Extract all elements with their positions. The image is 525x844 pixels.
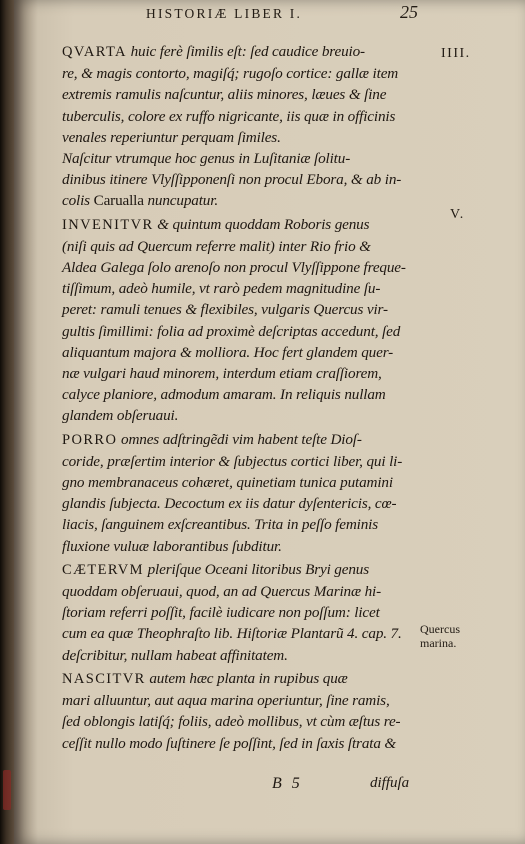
text-line-content: gno membranaceus cohæret, quinetiam tunica putamini (62, 474, 393, 492)
marginal-chapter-number: V. (450, 207, 465, 222)
text-line-content: colis (62, 192, 90, 210)
text-line (62, 84, 432, 105)
text-line-content: glandem obſeruaui. (62, 407, 179, 425)
paragraph-lead-word: NASCITVR (62, 670, 146, 687)
text-line-content: tuberculis, colore ex ruffo nigricante, iis quæ in officinis (62, 107, 396, 125)
text-line (62, 623, 432, 644)
text-line-content: re, & magis contorto, magiſq́; rugoſo cortice: gallæ item (62, 65, 399, 83)
text-line (62, 690, 432, 711)
text-line (62, 429, 432, 451)
text-line-content: huic ferè ſimilis eſt: ſed caudice breuio- (126, 43, 365, 60)
text-line-content: Naſcitur vtrumque hoc genus in Luſitaniæ ſolitu- (62, 150, 351, 168)
text-line (62, 127, 432, 148)
text-line-content: calyce planiore, admodum amaram. In reliquis nullam (62, 386, 386, 404)
text-line-content: glandis ſubjecta. Decoctum ex iis datur dyſentericis, cœ- (62, 495, 397, 513)
text-line-content: aliquantum majora & molliora. Hoc fert glandem quer- (62, 343, 394, 361)
text-line-content: liacis, ſanguinem exſcreantibus. Trita in peſſo feminis (62, 516, 379, 534)
text-line (62, 733, 432, 754)
text-line (62, 106, 432, 127)
text-line-content: tiſſimum, adeò humile, vt rarò pedem magnitudine ſu- (62, 280, 381, 298)
text-line (62, 321, 432, 342)
text-line-content: coride, præſertim interior & ſubjectus cortici liber, qui li- (62, 452, 403, 470)
text-line-content: mari alluuntur, aut aqua marina operiuntur, ſine ramis, (62, 692, 390, 710)
page-header (0, 0, 525, 40)
text-line (62, 451, 432, 472)
text-line-content: gultis ſimillimi: folia ad proximè deſcriptas accedunt, ſed (62, 322, 401, 340)
text-line (62, 63, 432, 84)
text-line-content: næ vulgari haud minorem, interdum etiam craſſiorem, (62, 365, 382, 383)
text-line (62, 668, 432, 690)
text-line-content: omnes adſtringẽdi vim habent teſte Dioſ- (117, 430, 362, 448)
paragraph-lead-word: INVENITVR (62, 216, 154, 233)
vernacular-name: Carualla (89, 192, 144, 210)
marginal-gloss-line: marina. (420, 636, 457, 650)
text-line-content: Aldea Galega ſolo arenoſo non procul Vlyſſippone freque- (62, 259, 406, 277)
marginal-chapter-number: IIII. (441, 46, 471, 61)
text-line-content: ſed oblongis latiſq́; foliis, adeò mollibus, vt cùm æſtus re- (62, 713, 401, 731)
text-line (62, 257, 432, 278)
text-line-content: & quintum quoddam Roboris genus (153, 215, 370, 233)
text-line-content: autem hæc planta in rupibus quæ (145, 669, 348, 687)
book-gutter (0, 0, 14, 844)
text-line-content: ceſſit nullo modo ſuſtinere ſe poſſint, ſed in ſaxis ſtrata & (62, 734, 397, 752)
text-line-content: cum ea quæ Theophraſto lib. Hiſtoriæ Plantarũ 4. cap. 7. (62, 625, 402, 643)
signature-mark: B 5 (272, 775, 303, 792)
text-line-content: deſcribitur, nullam habeat affinitatem. (62, 646, 288, 664)
text-line-content: extremis ramulis naſcuntur, aliis minores, læues & ſine (62, 86, 387, 104)
text-line-content: venales reperiuntur perquam ſimiles. (62, 128, 281, 146)
text-line (62, 148, 432, 169)
text-line-content: fluxione vuluæ laborantibus ſubditur. (62, 537, 282, 555)
text-line-content: dinibus itinere Vlyſſipponenſi non procul Ebora, & ab in- (62, 171, 402, 189)
text-line-content: (niſi quis ad Quercum referre malit) inter Rio frio & (62, 237, 371, 255)
text-line (62, 236, 432, 257)
text-line (62, 299, 432, 320)
text-line (62, 342, 432, 363)
text-line (62, 493, 432, 514)
text-line-content: quoddam obſeruaui, quod, an ad Quercus Marinæ hi- (62, 583, 382, 601)
paragraph-lead-word: CÆTERVM (62, 561, 144, 578)
running-head: HISTORIÆ LIBER I. (146, 6, 303, 21)
text-line-content: peret: ramuli tenues & flexibiles, vulgaris Quercus vir- (62, 301, 388, 319)
text-line (62, 536, 432, 557)
paragraph-lead-word: PORRO (62, 431, 118, 448)
text-line (62, 514, 432, 535)
text-line (62, 363, 432, 384)
text-line (62, 169, 432, 190)
paragraph-lead-word: QVARTA (62, 44, 127, 60)
text-line (62, 41, 432, 63)
text-line (62, 602, 432, 623)
text-line (62, 405, 432, 426)
catchword: diffuſa (370, 775, 410, 791)
marginal-gloss-line: Quercus (420, 622, 460, 636)
text-line (62, 559, 432, 581)
text-line (62, 278, 432, 299)
text-line (62, 711, 432, 732)
page-number: 25 (400, 2, 418, 22)
text-line (62, 384, 432, 405)
page-footer (0, 775, 525, 805)
text-line (62, 581, 432, 602)
text-line-content: ſtoriam referri poſſit, facilè iudicare non poſſum: licet (62, 604, 380, 622)
text-line (62, 645, 432, 666)
text-line (62, 190, 432, 211)
text-line (62, 214, 432, 236)
text-line (62, 472, 432, 493)
text-line-content: nuncupatur. (143, 192, 218, 210)
text-line-content: pleriſque Oceani litoribus Bryi genus (143, 560, 369, 578)
body-text (62, 41, 432, 754)
